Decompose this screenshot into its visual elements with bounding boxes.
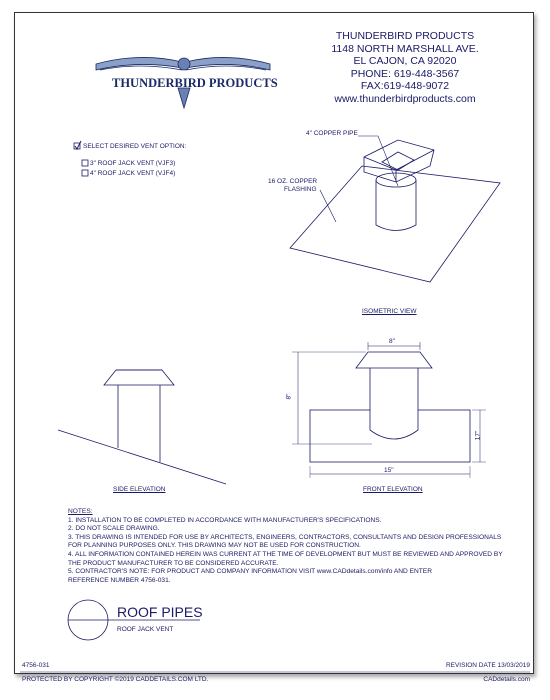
footer-copyright: PROTECTED BY COPYRIGHT ©2019 CADDETAILS.COM LTD. xyxy=(22,676,209,683)
option-checkbox-1 xyxy=(82,160,88,166)
footer-site: CADdetails.com xyxy=(483,676,530,683)
company-website: www.thunderbirdproducts.com xyxy=(334,92,476,105)
label-side-elevation: SIDE ELEVATION xyxy=(113,486,166,493)
company-city: EL CAJON, CA 92020 xyxy=(353,55,457,67)
label-flashing-line-2: FLASHING xyxy=(284,186,317,193)
note-line: FOR PLANNING PURPOSES ONLY. THIS DRAWING MAY NOT BE USED FOR CONSTRUCTION. xyxy=(68,542,361,550)
company-fax: FAX:619-448-9072 xyxy=(360,80,450,92)
option-checkbox-2 xyxy=(82,170,88,176)
option-item-1: 3" ROOF JACK VENT (VJF3) xyxy=(90,160,176,167)
dim-15: 15" xyxy=(384,467,394,474)
drawing-subtitle: ROOF JACK VENT xyxy=(117,626,174,633)
note-line: 1. INSTALLATION TO BE COMPLETED IN ACCORDANCE WITH MANUFACTURER'S SPECIFICATIONS. xyxy=(68,516,382,524)
note-line: REFERENCE NUMBER 4756-031. xyxy=(68,576,171,584)
note-line: 5. CONTRACTOR'S NOTE: FOR PRODUCT AND COMPANY INFORMATION VISIT www.CADdetails.com/info AND ENTER xyxy=(68,568,432,576)
footer-reference: 4756-031 xyxy=(22,662,50,669)
label-flashing-line-1: 16 OZ. COPPER xyxy=(268,178,318,185)
label-isometric-view: ISOMETRIC VIEW xyxy=(362,308,417,315)
note-line: 2. DO NOT SCALE DRAWING. xyxy=(68,525,160,533)
company-name: THUNDERBIRD PRODUCTS xyxy=(335,30,475,42)
note-line: 4. ALL INFORMATION CONTAINED HEREIN WAS CURRENT AT THE TIME OF DEVELOPMENT BUT MUST BE REVIEWED AND APPROVED BY xyxy=(68,550,503,558)
company-info xyxy=(300,30,510,105)
note-line: THE PRODUCT MANUFACTURER TO BE CONSIDERED ACCURATE. xyxy=(68,559,279,567)
option-item-2: 4" ROOF JACK VENT (VJF4) xyxy=(90,170,176,177)
notes-block xyxy=(68,508,503,585)
front-elevation xyxy=(292,342,486,478)
side-elevation xyxy=(58,370,226,484)
notes-header: NOTES: xyxy=(68,508,93,515)
note-line: 3. THIS DRAWING IS INTENDED FOR USE BY ARCHITECTS, ENGINEERS, CONTRACTORS, CONSULTANTS AND DESIGN PROFESSIONALS xyxy=(68,533,502,541)
isometric-view xyxy=(290,136,500,282)
label-copper-pipe: 4" COPPER PIPE xyxy=(306,130,358,137)
dim-17: 17" xyxy=(474,430,482,441)
footer-revision-date: REVISION DATE 13/03/2019 xyxy=(445,662,530,669)
drawing-title: ROOF PIPES xyxy=(117,604,203,620)
options-header: SELECT DESIRED VENT OPTION: xyxy=(83,143,187,150)
dim-8-side: 8" xyxy=(285,393,293,400)
dim-8-top: 8" xyxy=(389,338,395,345)
company-address: 1148 NORTH MARSHALL AVE. xyxy=(331,42,479,55)
company-phone: PHONE: 619-448-3567 xyxy=(350,67,460,80)
logo-text: THUNDERBIRD PRODUCTS xyxy=(112,76,278,90)
label-front-elevation: FRONT ELEVATION xyxy=(363,486,423,493)
